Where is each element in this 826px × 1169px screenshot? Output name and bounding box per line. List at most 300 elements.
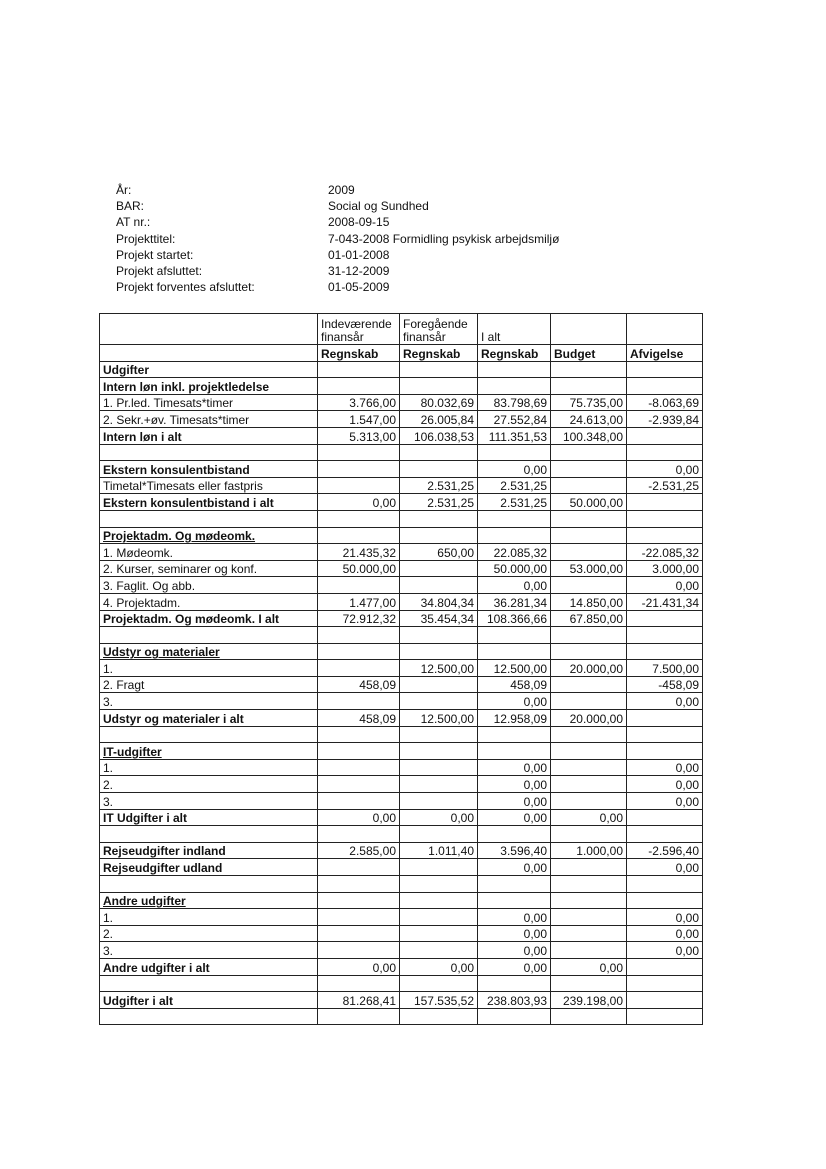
table-cell: 0,00 — [627, 859, 703, 876]
row-label: 1. Mødeomk. — [100, 544, 318, 561]
table-cell: 0,00 — [478, 776, 551, 793]
table-row — [100, 759, 703, 776]
table-cell: 12.500,00 — [478, 660, 551, 677]
table-row — [100, 660, 703, 677]
row-label: Andre udgifter — [100, 892, 318, 909]
row-label: 2. Kurser, seminarer og konf. — [100, 560, 318, 577]
table-cell — [551, 892, 627, 909]
table-cell: 0,00 — [318, 809, 400, 826]
table-cell: 0,00 — [478, 942, 551, 959]
table-cell — [400, 975, 478, 992]
table-row — [100, 842, 703, 859]
table-row — [100, 876, 703, 893]
table-cell — [627, 710, 703, 727]
table-cell: 0,00 — [627, 759, 703, 776]
table-cell: 0,00 — [478, 577, 551, 594]
table-cell — [318, 577, 400, 594]
table-cell — [551, 444, 627, 461]
table-cell: 36.281,34 — [478, 593, 551, 610]
table-cell — [318, 527, 400, 544]
table-cell: 22.085,32 — [478, 544, 551, 561]
table-cell — [551, 477, 627, 494]
row-label: Andre udgifter i alt — [100, 958, 318, 975]
table-cell — [400, 743, 478, 760]
table-cell — [400, 693, 478, 710]
table-cell — [627, 494, 703, 511]
info-row — [116, 231, 559, 247]
table-cell — [318, 1008, 400, 1025]
table-cell: -458,09 — [627, 676, 703, 693]
table-cell — [478, 361, 551, 378]
table-row — [100, 942, 703, 959]
table-row — [100, 593, 703, 610]
table-cell: 2.585,00 — [318, 842, 400, 859]
table-cell: -2.939,84 — [627, 411, 703, 428]
table-cell: 0,00 — [318, 958, 400, 975]
table-cell: 238.803,93 — [478, 992, 551, 1009]
table-cell: 1.477,00 — [318, 593, 400, 610]
header-regnskab: Regnskab — [478, 345, 551, 362]
row-label: IT Udgifter i alt — [100, 809, 318, 826]
table-row — [100, 394, 703, 411]
info-label: Projekt afsluttet: — [116, 264, 203, 279]
table-cell: 0,00 — [627, 942, 703, 959]
table-row — [100, 909, 703, 926]
table-cell: 80.032,69 — [400, 394, 478, 411]
table-row — [100, 892, 703, 909]
table-cell — [627, 743, 703, 760]
table-cell: 458,09 — [318, 710, 400, 727]
table-cell — [318, 826, 400, 843]
table-row — [100, 643, 703, 660]
table-row — [100, 461, 703, 478]
table-cell — [627, 1008, 703, 1025]
row-label: Udgifter i alt — [100, 992, 318, 1009]
table-cell — [627, 958, 703, 975]
table-row — [100, 676, 703, 693]
table-cell — [318, 793, 400, 810]
table-cell — [478, 876, 551, 893]
table-cell — [551, 461, 627, 478]
table-cell: 12.500,00 — [400, 710, 478, 727]
row-label: 1. — [100, 909, 318, 926]
table-cell: 0,00 — [400, 809, 478, 826]
table-row — [100, 693, 703, 710]
table-cell — [551, 743, 627, 760]
table-cell — [551, 544, 627, 561]
table-cell — [400, 577, 478, 594]
row-label: Ekstern konsulentbistand — [100, 461, 318, 478]
table-cell — [551, 1008, 627, 1025]
table-cell: 50.000,00 — [318, 560, 400, 577]
table-cell — [551, 942, 627, 959]
table-row — [100, 809, 703, 826]
table-cell — [400, 527, 478, 544]
table-cell: -21.431,34 — [627, 593, 703, 610]
table-row — [100, 494, 703, 511]
table-cell: 2.531,25 — [478, 477, 551, 494]
table-cell: 5.313,00 — [318, 427, 400, 444]
table-cell: 1.000,00 — [551, 842, 627, 859]
table-row — [100, 975, 703, 992]
table-cell — [551, 876, 627, 893]
table-row — [100, 527, 703, 544]
row-label: Intern løn i alt — [100, 427, 318, 444]
table-cell — [318, 461, 400, 478]
table-cell: 1.547,00 — [318, 411, 400, 428]
table-cell — [318, 892, 400, 909]
info-label: Projekt forventes afsluttet: — [116, 280, 255, 295]
table-cell: 0,00 — [627, 776, 703, 793]
row-label: IT-udgifter — [100, 743, 318, 760]
header-blank — [551, 314, 627, 345]
table-cell — [478, 527, 551, 544]
row-label — [100, 444, 318, 461]
table-cell — [551, 975, 627, 992]
table-cell: 106.038,53 — [400, 427, 478, 444]
table-cell: 650,00 — [400, 544, 478, 561]
table-cell: -22.085,32 — [627, 544, 703, 561]
row-label: 3. — [100, 942, 318, 959]
row-label — [100, 627, 318, 644]
info-row — [116, 182, 559, 198]
row-label — [100, 876, 318, 893]
table-cell — [478, 826, 551, 843]
row-label: 1. — [100, 660, 318, 677]
row-label: 3. — [100, 793, 318, 810]
table-row — [100, 544, 703, 561]
header-total — [478, 314, 551, 345]
table-row — [100, 859, 703, 876]
row-label: Udstyr og materialer i alt — [100, 710, 318, 727]
table-cell — [551, 726, 627, 743]
table-cell: 0,00 — [478, 461, 551, 478]
table-cell — [318, 925, 400, 942]
table-row — [100, 577, 703, 594]
table-cell: 108.366,66 — [478, 610, 551, 627]
table-cell — [318, 876, 400, 893]
table-cell — [627, 892, 703, 909]
table-cell: 50.000,00 — [551, 494, 627, 511]
table-cell — [400, 892, 478, 909]
table-cell: 83.798,69 — [478, 394, 551, 411]
table-cell — [318, 759, 400, 776]
table-cell — [627, 975, 703, 992]
row-label: 1. Pr.led. Timesats*timer — [100, 394, 318, 411]
table-cell: 0,00 — [551, 809, 627, 826]
table-row — [100, 710, 703, 727]
header-afvigelse: Afvigelse — [627, 345, 703, 362]
table-cell — [627, 610, 703, 627]
table-cell — [627, 726, 703, 743]
table-cell: 35.454,34 — [400, 610, 478, 627]
table-cell — [627, 510, 703, 527]
row-label: 2. — [100, 776, 318, 793]
table-cell: 0,00 — [627, 793, 703, 810]
table-cell: 67.850,00 — [551, 610, 627, 627]
table-cell — [318, 859, 400, 876]
table-cell — [400, 510, 478, 527]
table-cell — [400, 925, 478, 942]
table-cell — [478, 510, 551, 527]
header-blank — [627, 314, 703, 345]
row-label: Rejseudgifter indland — [100, 842, 318, 859]
table-cell — [551, 693, 627, 710]
table-cell — [318, 776, 400, 793]
table-cell — [551, 627, 627, 644]
table-row — [100, 776, 703, 793]
table-cell: 3.596,40 — [478, 842, 551, 859]
table-cell — [400, 378, 478, 395]
table-cell: 75.735,00 — [551, 394, 627, 411]
table-cell — [400, 726, 478, 743]
table-cell: 0,00 — [478, 759, 551, 776]
table-cell: 12.958,09 — [478, 710, 551, 727]
table-cell — [478, 743, 551, 760]
table-cell — [318, 361, 400, 378]
table-cell: 0,00 — [478, 958, 551, 975]
info-label: År: — [116, 183, 132, 197]
header-previous-fiscal-year — [400, 314, 478, 345]
row-label: 3. Faglit. Og abb. — [100, 577, 318, 594]
info-row — [116, 198, 559, 214]
header-regnskab: Regnskab — [400, 345, 478, 362]
row-label: 1. — [100, 759, 318, 776]
info-value: 01-05-2009 — [328, 280, 390, 295]
info-label: Projekt startet: — [116, 247, 194, 262]
table-row — [100, 361, 703, 378]
table-cell — [551, 510, 627, 527]
table-cell: 21.435,32 — [318, 544, 400, 561]
table-cell — [318, 975, 400, 992]
table-cell — [551, 826, 627, 843]
table-row — [100, 743, 703, 760]
table-cell: 111.351,53 — [478, 427, 551, 444]
table-cell — [627, 444, 703, 461]
row-label — [100, 1008, 318, 1025]
table-cell: 0,00 — [627, 693, 703, 710]
table-cell: -2.596,40 — [627, 842, 703, 859]
table-cell — [551, 527, 627, 544]
table-cell: 0,00 — [478, 793, 551, 810]
table-cell: 458,09 — [318, 676, 400, 693]
table-cell: 0,00 — [478, 693, 551, 710]
table-cell — [400, 876, 478, 893]
table-cell: 20.000,00 — [551, 710, 627, 727]
info-label: AT nr.: — [116, 215, 151, 230]
row-label: 3. — [100, 693, 318, 710]
header-text: finansår — [321, 330, 364, 344]
header-row-type — [100, 345, 703, 362]
table-cell — [627, 876, 703, 893]
table-cell: 0,00 — [627, 577, 703, 594]
table-cell — [318, 444, 400, 461]
header-text: Indeværende — [321, 317, 392, 331]
info-value: 7-043-2008 Formidling psykisk arbejdsmiljø — [328, 231, 560, 246]
table-cell — [627, 627, 703, 644]
table-cell — [627, 643, 703, 660]
table-cell — [400, 826, 478, 843]
info-label: Projekttitel: — [116, 231, 176, 246]
table-cell — [478, 975, 551, 992]
table-cell — [627, 826, 703, 843]
header-text: I alt — [481, 330, 501, 344]
row-label: Udgifter — [100, 361, 318, 378]
info-value: Social og Sundhed — [328, 199, 429, 214]
table-cell — [400, 361, 478, 378]
table-cell — [400, 1008, 478, 1025]
table-cell: 34.804,34 — [400, 593, 478, 610]
row-label: Ekstern konsulentbistand i alt — [100, 494, 318, 511]
table-cell — [318, 942, 400, 959]
table-cell — [400, 909, 478, 926]
table-cell — [400, 676, 478, 693]
table-cell: 3.766,00 — [318, 394, 400, 411]
table-cell — [478, 378, 551, 395]
table-cell: 27.552,84 — [478, 411, 551, 428]
row-label: 4. Projektadm. — [100, 593, 318, 610]
table-cell: 72.912,32 — [318, 610, 400, 627]
table-cell: 26.005,84 — [400, 411, 478, 428]
header-blank — [100, 345, 318, 362]
table-cell: 3.000,00 — [627, 560, 703, 577]
table-cell: 100.348,00 — [551, 427, 627, 444]
header-regnskab: Regnskab — [318, 345, 400, 362]
table-cell: 1.011,40 — [400, 842, 478, 859]
row-label: Timetal*Timesats eller fastpris — [100, 477, 318, 494]
header-text: Foregående — [403, 317, 468, 331]
table-cell — [627, 992, 703, 1009]
table-cell — [627, 378, 703, 395]
row-label — [100, 510, 318, 527]
table-cell — [551, 676, 627, 693]
table-cell: 50.000,00 — [478, 560, 551, 577]
table-cell: 2.531,25 — [478, 494, 551, 511]
table-cell — [318, 477, 400, 494]
table-cell: 7.500,00 — [627, 660, 703, 677]
table-cell: 12.500,00 — [400, 660, 478, 677]
table-row — [100, 826, 703, 843]
table-cell — [400, 942, 478, 959]
table-cell — [318, 909, 400, 926]
table-row — [100, 958, 703, 975]
row-label: Projektadm. Og mødeomk. — [100, 527, 318, 544]
table-cell — [318, 726, 400, 743]
table-cell: 157.535,52 — [400, 992, 478, 1009]
table-row — [100, 378, 703, 395]
table-cell — [627, 527, 703, 544]
table-cell — [478, 892, 551, 909]
table-cell — [627, 427, 703, 444]
table-row — [100, 560, 703, 577]
table-cell: -2.531,25 — [627, 477, 703, 494]
row-label — [100, 826, 318, 843]
table-cell — [551, 776, 627, 793]
table-row — [100, 427, 703, 444]
table-cell: 14.850,00 — [551, 593, 627, 610]
table-row — [100, 510, 703, 527]
row-label: Intern løn inkl. projektledelse — [100, 378, 318, 395]
table-cell — [551, 577, 627, 594]
table-cell — [551, 378, 627, 395]
table-cell: 0,00 — [627, 461, 703, 478]
table-row — [100, 477, 703, 494]
table-cell — [400, 560, 478, 577]
table-row — [100, 610, 703, 627]
table-row — [100, 411, 703, 428]
info-value: 2008-09-15 — [328, 215, 390, 230]
table-cell: 0,00 — [627, 909, 703, 926]
header-current-fiscal-year — [318, 314, 400, 345]
table-cell — [318, 643, 400, 660]
info-value: 2009 — [328, 183, 355, 197]
table-row — [100, 793, 703, 810]
table-cell — [318, 627, 400, 644]
table-cell — [551, 361, 627, 378]
table-cell — [318, 510, 400, 527]
table-cell — [400, 759, 478, 776]
table-cell — [551, 859, 627, 876]
table-cell: 24.613,00 — [551, 411, 627, 428]
table-cell: 2.531,25 — [400, 477, 478, 494]
info-row — [116, 214, 559, 230]
table-cell — [627, 361, 703, 378]
info-value: 01-01-2008 — [328, 247, 390, 262]
table-cell — [318, 693, 400, 710]
table-cell: 458,09 — [478, 676, 551, 693]
table-cell — [400, 627, 478, 644]
table-row — [100, 992, 703, 1009]
table-cell — [551, 759, 627, 776]
table-cell: 2.531,25 — [400, 494, 478, 511]
table-cell — [478, 726, 551, 743]
row-label: 2. Fragt — [100, 676, 318, 693]
table-cell — [478, 643, 551, 660]
table-cell — [551, 925, 627, 942]
table-cell: -8.063,69 — [627, 394, 703, 411]
table-cell — [400, 461, 478, 478]
info-value: 31-12-2009 — [328, 264, 390, 279]
table-cell: 0,00 — [478, 859, 551, 876]
table-cell: 20.000,00 — [551, 660, 627, 677]
header-text: finansår — [403, 330, 446, 344]
table-cell — [400, 776, 478, 793]
table-cell — [551, 793, 627, 810]
info-row — [116, 247, 559, 263]
table-cell: 0,00 — [400, 958, 478, 975]
table-row — [100, 1008, 703, 1025]
table-cell — [400, 859, 478, 876]
table-cell: 0,00 — [478, 909, 551, 926]
row-label: 2. — [100, 925, 318, 942]
table-cell — [318, 378, 400, 395]
table-row — [100, 726, 703, 743]
info-label: BAR: — [116, 199, 145, 214]
table-cell: 239.198,00 — [551, 992, 627, 1009]
table-cell: 0,00 — [478, 809, 551, 826]
row-label: Projektadm. Og mødeomk. I alt — [100, 610, 318, 627]
row-label: 2. Sekr.+øv. Timesats*timer — [100, 411, 318, 428]
header-budget: Budget — [551, 345, 627, 362]
info-row — [116, 279, 559, 295]
table-cell: 0,00 — [627, 925, 703, 942]
header-row-period — [100, 314, 703, 345]
project-info — [116, 182, 559, 295]
row-label — [100, 975, 318, 992]
budget-table — [99, 313, 703, 1025]
table-cell — [478, 627, 551, 644]
table-cell — [478, 1008, 551, 1025]
